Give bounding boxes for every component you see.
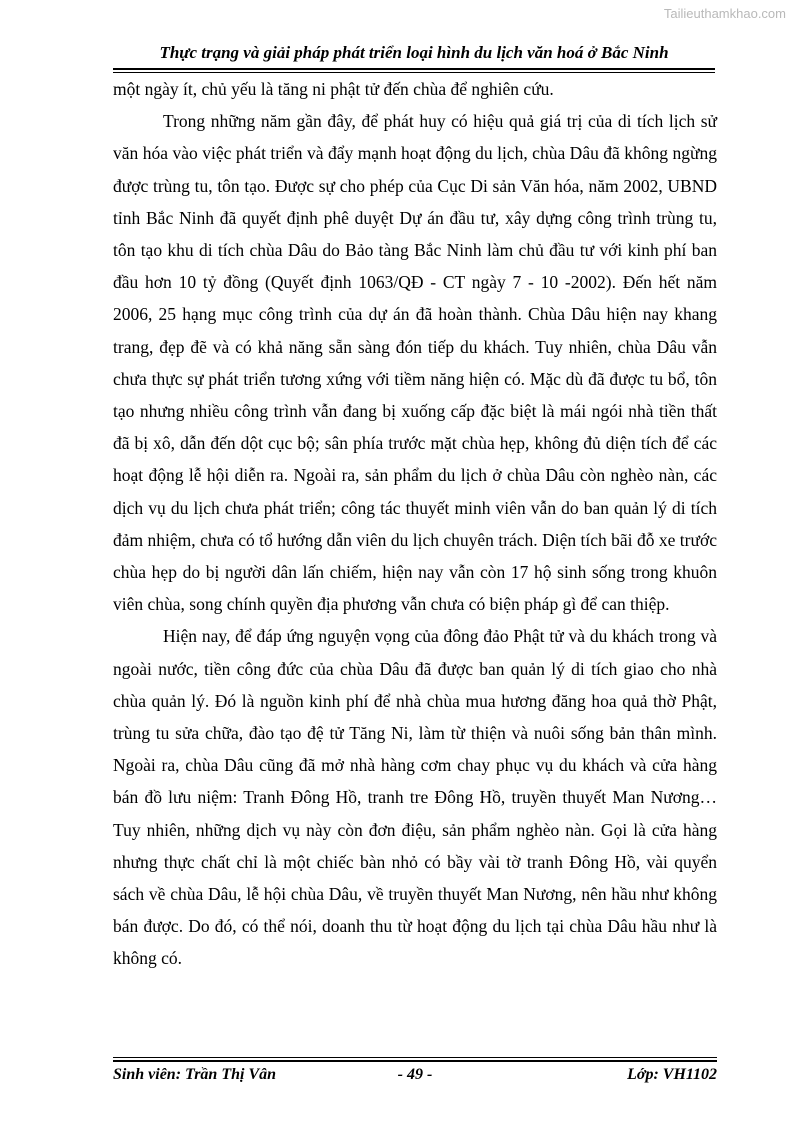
watermark-text: Tailieuthamkhao.com bbox=[663, 6, 786, 21]
paragraph: Hiện nay, để đáp ứng nguyện vọng của đông đảo Phật tử và du khách trong và ngoài nước, tiền công đức của chùa Dâu đã được ban quản lý di tích giao cho nhà chùa quản lý. Đó là nguồn kinh phí để nhà chùa mua hương đăng hoa quả thờ Phật, trùng tu sửa chữa, đào tạo đệ tử Tăng Ni, làm từ thiện và nuôi sống bản thân mình. Ngoài ra, chùa Dâu cũng đã mở nhà hàng cơm chay phục vụ du khách và cửa hàng bán đồ lưu niệm: Tranh Đông Hồ, tranh tre Đông Hồ, truyền thuyết Man Nương… Tuy nhiên, những dịch vụ này còn đơn điệu, sản phẩm nghèo nàn. Gọi là cửa hàng nhưng thực chất chỉ là một chiếc bàn nhỏ có bầy vài tờ tranh Đông Hồ, vài quyển sách về chùa Dâu, lễ hội chùa Dâu, về truyền thuyết Man Nương, nên hầu như không bán được. Do đó, có thể nói, doanh thu từ hoạt động du lịch tại chùa Dâu hầu như là không có. bbox=[113, 626, 717, 969]
footer-class-code: Lớp: VH1102 bbox=[627, 1066, 717, 1083]
paragraph-continuation: một ngày ít, chủ yếu là tăng ni phật tử đến chùa để nghiên cứu. bbox=[113, 79, 554, 99]
paragraph: Trong những năm gần đây, để phát huy có hiệu quả giá trị của di tích lịch sử văn hóa vào việc phát triển và đẩy mạnh hoạt động du lịch, chùa Dâu đã không ngừng được trùng tu, tôn tạo. Được sự cho phép của Cục Di sản Văn hóa, năm 2002, UBND tỉnh Bắc Ninh đã quyết định phê duyệt Dự án đầu tư, xây dựng công trình trùng tu, tôn tạo khu di tích chùa Dâu do Bảo tàng Bắc Ninh làm chủ đầu tư với kinh phí ban đầu hơn 10 tỷ đồng (Quyết định 1063/QĐ - CT ngày 7 - 10 -2002). Đến hết năm 2006, 25 hạng mục công trình của dự án đã hoàn thành. Chùa Dâu hiện nay khang trang, đẹp đẽ và có khả năng sẵn sàng đón tiếp du khách. Tuy nhiên, chùa Dâu vẫn chưa thực sự phát triển tương xứng với tiềm năng hiện có. Mặc dù đã được tu bổ, tôn tạo nhưng nhiều công trình vẫn đang bị xuống cấp đặc biệt là mái ngói nhà tiền thất đã bị xô, dẫn đến dột cục bộ; sân phía trước mặt chùa hẹp, không đủ diện tích để các hoạt động lễ hội diễn ra. Ngoài ra, sản phẩm du lịch ở chùa Dâu còn nghèo nàn, các dịch vụ du lịch chưa phát triển; công tác thuyết minh viên vẫn do ban quản lý di tích đảm nhiệm, chưa có tổ hướng dẫn viên du lịch chuyên trách. Diện tích bãi đỗ xe trước chùa hẹp do bị người dân lấn chiếm, hiện nay vẫn còn 17 hộ sinh sống trong khuôn viên chùa, song chính quyền địa phương vẫn chưa có biện pháp gì để can thiệp. bbox=[113, 111, 717, 615]
page-header-title: Thực trạng và giải pháp phát triển loại hình du lịch văn hoá ở Bắc Ninh bbox=[159, 43, 669, 62]
footer-page-number: - 49 - bbox=[397, 1066, 433, 1083]
document-body bbox=[113, 73, 717, 975]
page-footer bbox=[113, 1064, 717, 1086]
footer-student-name: Sinh viên: Trần Thị Vân bbox=[113, 1066, 277, 1083]
